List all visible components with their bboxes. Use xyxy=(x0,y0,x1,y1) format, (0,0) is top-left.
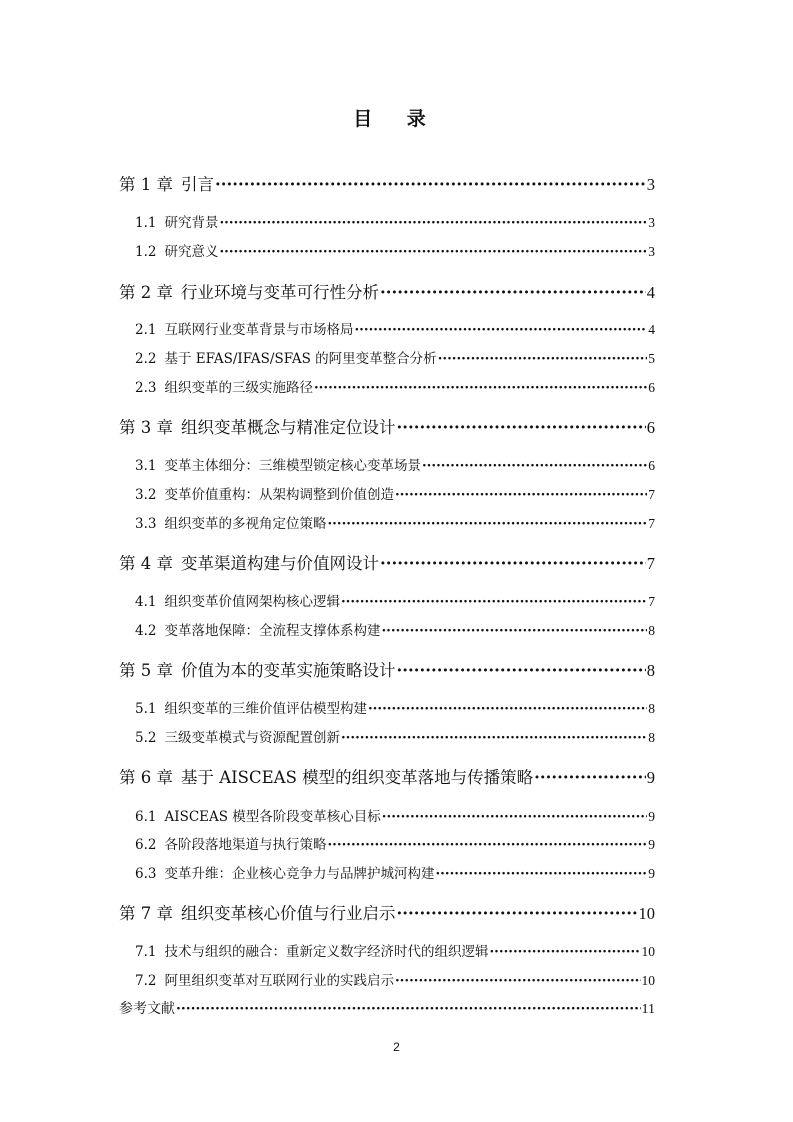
toc-entry-title: 组织变革的三级实施路径 xyxy=(164,380,313,396)
toc-entry-title: 价值为本的变革实施策略设计 xyxy=(181,661,396,680)
toc-entry[interactable] xyxy=(135,697,655,717)
toc-entry-number: 1.1 xyxy=(135,215,157,231)
toc-entry-title: 变革渠道构建与价值网设计 xyxy=(181,554,379,573)
toc-entry-number: 3.3 xyxy=(135,516,157,532)
toc-entry-page: 7 xyxy=(648,487,655,502)
dot-leader xyxy=(381,623,647,639)
toc-entry[interactable] xyxy=(135,969,655,989)
toc-entry[interactable] xyxy=(135,211,655,231)
toc-entry-number: 4.2 xyxy=(135,623,157,639)
dot-leader xyxy=(176,1001,641,1017)
toc-entry-title: 变革升维：企业核心竞争力与品牌护城河构建 xyxy=(164,866,435,882)
toc-entry[interactable] xyxy=(135,376,655,396)
toc-entry-number: 1.2 xyxy=(135,244,157,260)
toc-entry-title: 三级变革模式与资源配置创新 xyxy=(164,730,340,746)
toc-entry-title: 组织变革的多视角定位策略 xyxy=(164,516,327,532)
toc-entry[interactable] xyxy=(135,805,655,825)
toc-entry-number: 第 7 章 xyxy=(119,904,173,923)
toc-entry-number: 第 4 章 xyxy=(119,554,173,573)
toc-entry-number: 第 1 章 xyxy=(119,175,173,194)
toc-entry-number: 2.3 xyxy=(135,380,157,396)
dot-leader xyxy=(354,322,647,338)
toc-entry[interactable] xyxy=(119,900,655,924)
toc-entry[interactable] xyxy=(135,590,655,610)
toc-entry-number: 6.1 xyxy=(135,809,157,825)
toc-entry-page: 7 xyxy=(648,516,655,531)
toc-entry-title: 参考文献 xyxy=(119,1001,175,1017)
toc-entry-page: 6 xyxy=(646,418,655,437)
toc-entry-title: 组织变革的三维价值评估模型构建 xyxy=(164,701,367,717)
toc-entry-page: 9 xyxy=(648,809,655,824)
toc-entry-title: 变革价值重构：从架构调整到价值创造 xyxy=(164,487,394,503)
dot-leader xyxy=(341,730,647,746)
toc-entry-page: 8 xyxy=(646,661,655,680)
toc-entry[interactable] xyxy=(135,726,655,746)
dot-leader xyxy=(422,458,647,474)
toc-entry-title: 技术与组织的融合：重新定义数字经济时代的组织逻辑 xyxy=(164,944,489,960)
toc-entry-title: 各阶段落地渠道与执行策略 xyxy=(164,837,327,853)
toc-entry-number: 3.2 xyxy=(135,487,157,503)
toc-entry-number: 6.3 xyxy=(135,866,157,882)
dot-leader xyxy=(438,351,648,367)
toc-entry-number: 第 2 章 xyxy=(119,283,173,302)
toc-entry-number: 7.2 xyxy=(135,973,157,989)
dot-leader xyxy=(397,418,646,437)
toc-entry-page: 8 xyxy=(648,730,655,745)
dot-leader xyxy=(380,554,646,573)
toc-entry-title: 研究意义 xyxy=(164,244,219,260)
toc-entry-number: 5.1 xyxy=(135,701,157,717)
dot-leader xyxy=(219,215,647,231)
toc-entry-page: 3 xyxy=(648,215,655,230)
dot-leader xyxy=(327,516,647,532)
toc-entry-page: 4 xyxy=(648,322,655,337)
toc-entry-title: 组织变革核心价值与行业启示 xyxy=(181,904,396,923)
toc-entry-title: 组织变革概念与精准定位设计 xyxy=(181,418,396,437)
toc-entry[interactable] xyxy=(119,657,655,681)
dot-leader xyxy=(368,701,647,717)
toc-entry[interactable] xyxy=(135,940,655,960)
toc-entry-page: 3 xyxy=(646,175,655,194)
toc-entry[interactable] xyxy=(119,414,655,438)
toc-entry-page: 6 xyxy=(648,458,655,473)
dot-leader xyxy=(327,837,647,853)
toc-entry[interactable] xyxy=(135,862,655,882)
toc-entry-title: 引言 xyxy=(181,175,214,194)
toc-entry-title: 阿里组织变革对互联网行业的实践启示 xyxy=(164,973,394,989)
toc-entry-number: 5.2 xyxy=(135,730,157,746)
toc-entry-page: 3 xyxy=(648,244,655,259)
toc-entry-page: 10 xyxy=(641,944,655,959)
toc-title: 目 录 xyxy=(353,108,440,130)
toc-entry[interactable] xyxy=(135,483,655,503)
dot-leader xyxy=(314,380,647,396)
toc-entry-number: 3.1 xyxy=(135,458,157,474)
toc-entry-number: 4.1 xyxy=(135,594,157,610)
toc-entry-page: 10 xyxy=(638,904,655,923)
toc-entry-number: 2.1 xyxy=(135,322,157,338)
toc-entry-title: 互联网行业变革背景与市场格局 xyxy=(164,322,354,338)
dot-leader xyxy=(215,175,646,194)
toc-entry[interactable] xyxy=(135,454,655,474)
toc-entry-title: AISCEAS 模型各阶段变革核心目标 xyxy=(164,809,381,825)
toc-entry-page: 5 xyxy=(648,351,655,366)
toc-entry-page: 6 xyxy=(648,380,655,395)
dot-leader xyxy=(397,904,638,923)
toc-entry[interactable] xyxy=(135,318,655,338)
toc-entry-page: 8 xyxy=(648,623,655,638)
toc-entry[interactable] xyxy=(119,171,655,195)
toc-entry[interactable] xyxy=(135,833,655,853)
toc-entry-number: 第 5 章 xyxy=(119,661,173,680)
toc-entry-title: 研究背景 xyxy=(164,215,219,231)
toc-entry-title: 行业环境与变革可行性分析 xyxy=(181,283,379,302)
toc-entry[interactable] xyxy=(119,550,655,574)
toc-entry[interactable] xyxy=(119,998,655,1018)
toc-entry-page: 7 xyxy=(648,594,655,609)
toc-entry-page: 11 xyxy=(641,1002,655,1017)
toc-entry-page: 9 xyxy=(648,837,655,852)
dot-leader xyxy=(219,244,647,260)
toc-entry[interactable] xyxy=(119,279,655,303)
dot-leader xyxy=(397,661,646,680)
toc-entry-title: 变革落地保障：全流程支撑体系构建 xyxy=(164,623,381,639)
toc-entry-title: 基于 EFAS/IFAS/SFAS 的阿里变革整合分析 xyxy=(164,351,437,367)
toc-entry-title: 基于 AISCEAS 模型的组织变革落地与传播策略 xyxy=(181,768,534,787)
toc-entry-page: 7 xyxy=(646,554,655,573)
toc-entry[interactable] xyxy=(135,240,655,260)
toc-entry-number: 2.2 xyxy=(135,351,157,367)
toc-entry[interactable] xyxy=(119,764,655,788)
toc-entry-number: 第 6 章 xyxy=(119,768,173,787)
dot-leader xyxy=(382,809,647,825)
toc-entry-page: 4 xyxy=(646,283,655,302)
page-number: 2 xyxy=(393,1040,400,1054)
dot-leader xyxy=(380,283,646,302)
toc-entry-number: 6.2 xyxy=(135,837,157,853)
toc-entry[interactable] xyxy=(135,619,655,639)
toc-entry-number: 7.1 xyxy=(135,944,157,960)
toc-entry[interactable] xyxy=(135,512,655,532)
dot-leader xyxy=(395,487,647,503)
toc-entry-page: 8 xyxy=(648,701,655,716)
dot-leader xyxy=(395,973,641,989)
toc-entry-title: 变革主体细分：三维模型锁定核心变革场景 xyxy=(164,458,421,474)
dot-leader xyxy=(435,866,647,882)
toc-entry-page: 10 xyxy=(641,973,655,988)
dot-leader xyxy=(534,768,646,787)
toc-entry-page: 9 xyxy=(646,768,655,787)
toc-entry-number: 第 3 章 xyxy=(119,418,173,437)
toc-entry-page: 9 xyxy=(648,866,655,881)
dot-leader xyxy=(489,944,640,960)
toc-entry-title: 组织变革价值网架构核心逻辑 xyxy=(164,594,340,610)
toc-entry[interactable] xyxy=(135,347,655,367)
dot-leader xyxy=(341,594,647,610)
